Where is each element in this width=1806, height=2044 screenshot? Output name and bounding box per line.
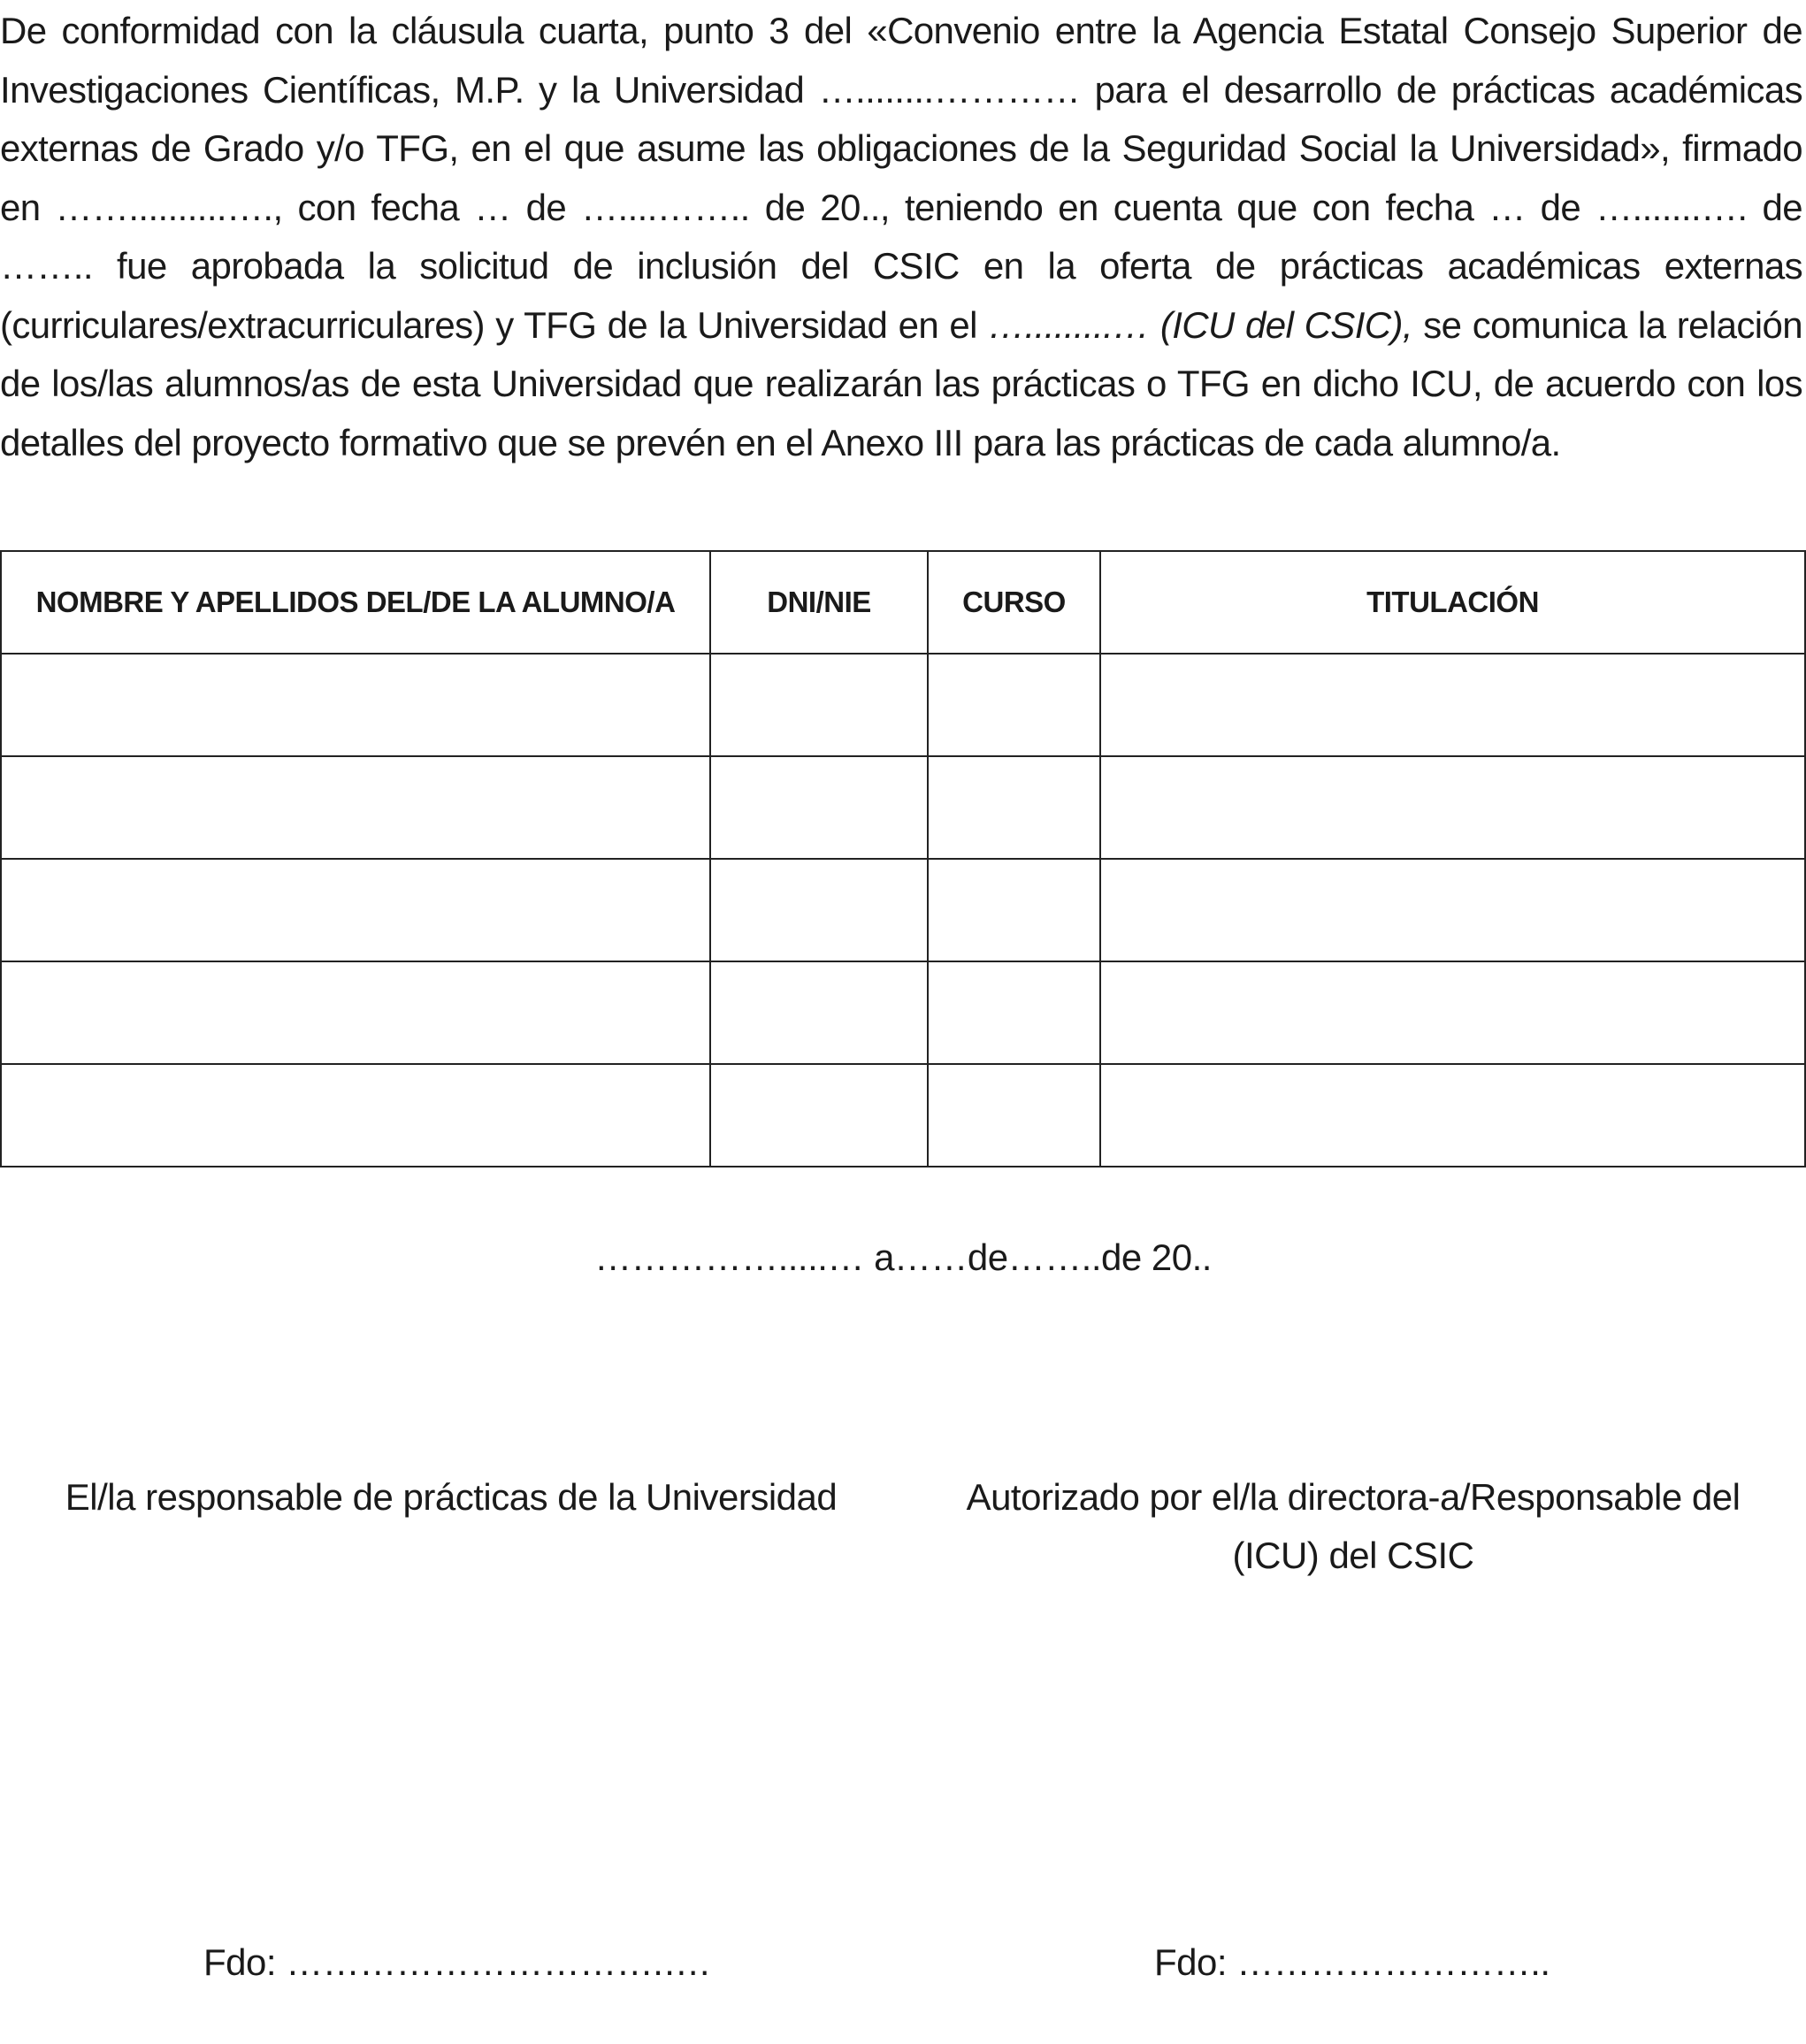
table-row — [1, 654, 1805, 756]
cell-student-name[interactable] — [1, 756, 710, 859]
cell-course[interactable] — [928, 756, 1100, 859]
cell-course[interactable] — [928, 961, 1100, 1064]
cell-student-name[interactable] — [1, 1064, 710, 1167]
cell-degree[interactable] — [1100, 756, 1805, 859]
cell-degree[interactable] — [1100, 1064, 1805, 1167]
place-date-line: …………….....… a……de……..de 20.. — [594, 1236, 1212, 1278]
csic-signatory-title: Autorizado por el/la directora-a/Responsable del (ICU) del CSIC — [966, 1476, 1741, 1576]
cell-dni-nie[interactable] — [710, 756, 928, 859]
cell-student-name[interactable] — [1, 859, 710, 961]
header-course: CURSO — [928, 551, 1100, 654]
table-row — [1, 859, 1805, 961]
header-dni-nie: DNI/NIE — [710, 551, 928, 654]
intro-text-part2: se comunica la relación de los/las alumnos/as de esta Universidad que realizarán las prácticas o TFG en dicho ICU, de acuerdo con los detalles del proyecto formativo que se prevén en el Anexo III para las prácticas de cada alumno/a. — [0, 303, 1802, 463]
cell-dni-nie[interactable] — [710, 961, 928, 1064]
intro-paragraph — [0, 2, 1802, 472]
cell-degree[interactable] — [1100, 961, 1805, 1064]
table-header-row — [1, 551, 1805, 654]
university-signature-line: Fdo: ………………………….…. — [203, 1941, 710, 1983]
header-student-name: NOMBRE Y APELLIDOS DEL/DE LA ALUMNO/A — [1, 551, 710, 654]
university-signatory-title: El/la responsable de prácticas de la Universidad — [65, 1476, 838, 1518]
students-table — [0, 550, 1806, 1167]
table-row — [1, 1064, 1805, 1167]
cell-course[interactable] — [928, 1064, 1100, 1167]
cell-student-name[interactable] — [1, 961, 710, 1064]
cell-degree[interactable] — [1100, 654, 1805, 756]
csic-signature-line: Fdo: …………………….. — [1154, 1941, 1550, 1983]
table-row — [1, 961, 1805, 1064]
cell-student-name[interactable] — [1, 654, 710, 756]
cell-course[interactable] — [928, 859, 1100, 961]
table-row — [1, 756, 1805, 859]
cell-dni-nie[interactable] — [710, 1064, 928, 1167]
cell-dni-nie[interactable] — [710, 859, 928, 961]
header-degree: TITULACIÓN — [1100, 551, 1805, 654]
intro-text-part1: De conformidad con la cláusula cuarta, punto 3 del «Convenio entre la Agencia Estatal Consejo Superior de Investigaciones Científicas, M.P. y la Universidad …........………… para el desarrollo de prácticas académicas externas de Grado y/o TFG, en el que asume las obligaciones de la Seguridad Social la Universidad», firmado en ……..........…., con fecha … de …....…….. de 20.., teniendo en cuenta que con fecha … de ….......…. de …….. fue aprobada la solicitud de inclusión del CSIC en la oferta de prácticas académicas externas (curriculares/extracurriculares) y TFG de la Universidad en el — [0, 10, 1802, 346]
cell-degree[interactable] — [1100, 859, 1805, 961]
cell-course[interactable] — [928, 654, 1100, 756]
cell-dni-nie[interactable] — [710, 654, 928, 756]
intro-text-italic: ….........… (ICU del CSIC), — [988, 303, 1412, 346]
